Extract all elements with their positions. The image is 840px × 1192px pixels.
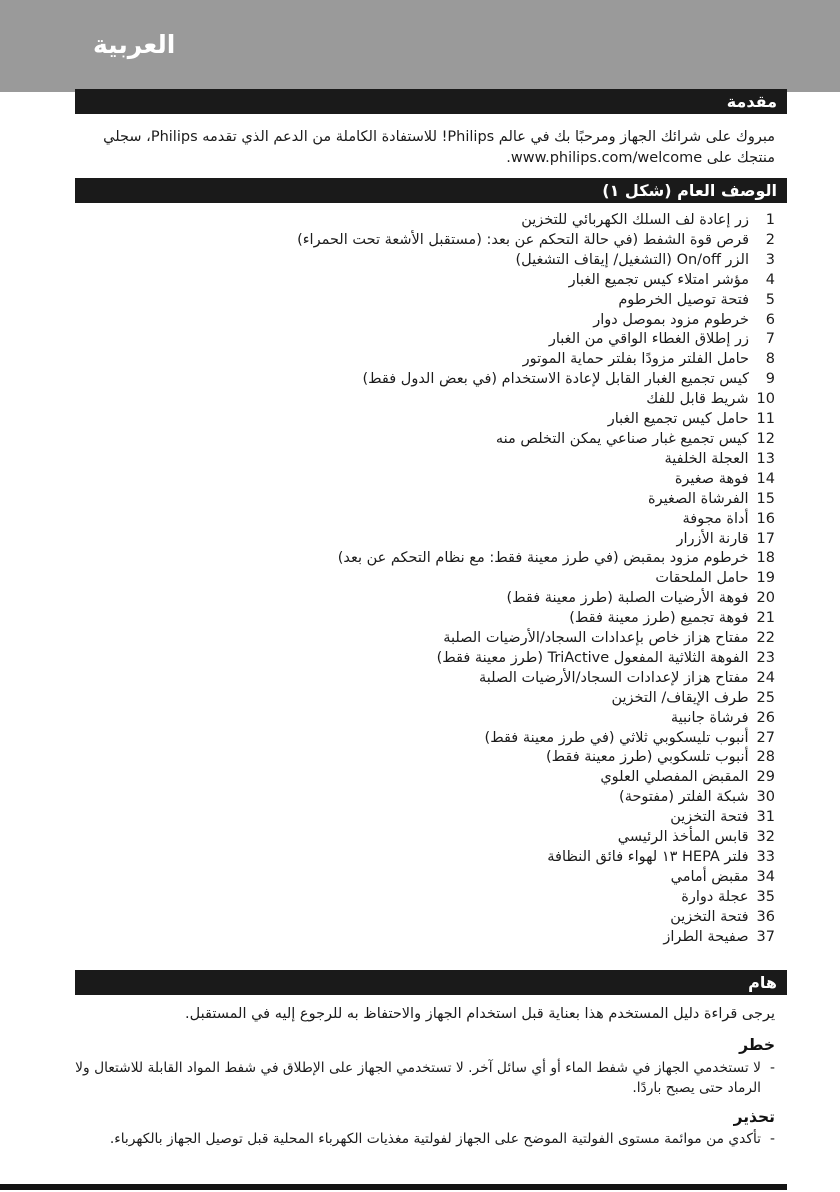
list-item-number: 28 xyxy=(756,749,775,766)
list-item-number: 2 xyxy=(765,231,775,248)
section-title-introduction-label: مقدمة xyxy=(726,92,777,111)
list-item-number: 34 xyxy=(756,868,775,885)
list-item-number: 19 xyxy=(756,570,775,587)
list-item xyxy=(65,808,775,828)
list-item-number: 5 xyxy=(765,291,775,308)
bottom-rule xyxy=(0,1184,787,1190)
list-item-text: خرطوم مزود بموصل دوار xyxy=(593,311,749,328)
list-item xyxy=(65,410,775,430)
list-item-text: كيس تجميع الغبار القابل لإعادة الاستخدام (في بعض الدول فقط) xyxy=(362,371,749,388)
list-item xyxy=(65,370,775,390)
list-item-number: 14 xyxy=(756,470,775,487)
list-item-text: الفوهة الثلاثية المفعول TriActive (طرز معينة فقط) xyxy=(436,649,749,666)
list-item-text: خرطوم مزود بمقبض (في طرز معينة فقط: مع نظام التحكم عن بعد) xyxy=(337,550,749,567)
list-item-text: مقبض أمامي xyxy=(670,868,749,885)
important-paragraph: يرجى قراءة دليل المستخدم هذا بعناية قبل استخدام الجهاز والاحتفاظ به للرجوع إليه في المستقبل. xyxy=(185,1005,775,1022)
list-item-text: فوهة صغيرة xyxy=(674,470,749,487)
bullet-dash: - xyxy=(770,1130,775,1147)
list-item-number: 9 xyxy=(765,371,775,388)
list-item xyxy=(65,549,775,569)
list-item-text: زر إعادة لف السلك الكهربائي للتخزين xyxy=(521,212,749,228)
list-item-text: أداة مجوفة xyxy=(682,510,749,527)
list-item xyxy=(65,788,775,808)
list-item-text: فتحة التخزين xyxy=(670,908,749,925)
list-item-text: فتحة التخزين xyxy=(670,809,749,826)
bullet-dash: - xyxy=(770,1059,775,1076)
list-item-text: عجلة دوارة xyxy=(681,888,749,905)
list-item-number: 22 xyxy=(756,630,775,647)
section-title-important-label: هام xyxy=(748,972,777,992)
list-item-text: فرشاة جانبية xyxy=(670,709,749,726)
danger-bullet xyxy=(65,1058,787,1098)
list-item xyxy=(65,569,775,589)
list-item-text: حامل الملحقات xyxy=(655,570,749,587)
list-item-text: فوهة الأرضيات الصلبة (طرز معينة فقط) xyxy=(506,590,749,607)
list-item-number: 30 xyxy=(756,789,775,806)
list-item xyxy=(65,530,775,550)
list-item xyxy=(65,748,775,768)
list-item-number: 24 xyxy=(756,669,775,686)
section-title-general-description-label: الوصف العام (شكل ١) xyxy=(602,181,777,200)
list-item xyxy=(65,350,775,370)
intro-paragraph: مبروك على شرائك الجهاز ومرحبًا بك في عالم Philips! للاستفادة الكاملة من الدعم الذي تقدمه Philips، سجلي منتجك على www.philips.com/welcome. xyxy=(103,129,775,166)
list-item-text: حامل الفلتر مزودًا بفلتر حماية الموتور xyxy=(522,351,749,368)
list-item-text: قابس المأخذ الرئيسي xyxy=(617,829,749,846)
list-item xyxy=(65,868,775,888)
list-item-text: فوهة تجميع (طرز معينة فقط) xyxy=(569,610,749,627)
list-item-text: قارنة الأزرار xyxy=(676,530,749,547)
list-item-number: 23 xyxy=(756,649,775,666)
description-list xyxy=(65,211,787,948)
list-item-text: كيس تجميع غبار صناعي يمكن التخلص منه xyxy=(495,430,749,447)
list-item xyxy=(65,470,775,490)
language-label: العربية xyxy=(93,30,176,59)
list-item xyxy=(65,848,775,868)
list-item-text: طرف الإيقاف/ التخزين xyxy=(611,689,749,706)
list-item-number: 33 xyxy=(756,849,775,865)
list-item xyxy=(65,311,775,331)
list-item-number: 17 xyxy=(756,530,775,547)
list-item xyxy=(65,888,775,908)
list-item xyxy=(65,729,775,749)
list-item-number: 6 xyxy=(765,311,775,328)
page-content xyxy=(65,0,787,1149)
list-item xyxy=(65,629,775,649)
list-item-number: 15 xyxy=(756,490,775,507)
list-item-number: 10 xyxy=(756,391,775,408)
section-title-general-description xyxy=(75,178,787,203)
list-item xyxy=(65,330,775,350)
danger-bullet-text: لا تستخدمي الجهاز في شفط الماء أو أي سائل آخر. لا تستخدمي الجهاز على الإطلاق في شفط المواد القابلة للاشتعال ولا الرماد حتى يصبح باردًا. xyxy=(75,1059,762,1096)
section-title-introduction xyxy=(75,89,787,114)
list-item-number: 18 xyxy=(756,550,775,567)
list-item-number: 13 xyxy=(756,450,775,467)
list-item-number: 12 xyxy=(756,430,775,447)
list-item-text: قرص قوة الشفط (في حالة التحكم عن بعد: (مستقبل الأشعة تحت الحمراء) xyxy=(297,231,749,248)
list-item-number: 31 xyxy=(756,809,775,826)
list-item-text: مؤشر امتلاء كيس تجميع الغبار xyxy=(568,271,749,288)
list-item-number: 26 xyxy=(756,709,775,726)
list-item xyxy=(65,709,775,729)
list-item-text: الفرشاة الصغيرة xyxy=(648,490,749,507)
list-item xyxy=(65,609,775,629)
list-item-number: 27 xyxy=(756,729,775,746)
danger-heading: خطر xyxy=(739,1035,775,1054)
list-item xyxy=(65,430,775,450)
list-item-number: 4 xyxy=(765,271,775,288)
list-item-text: فتحة توصيل الخرطوم xyxy=(618,291,749,308)
list-item-text: أنبوب تلسكوبي (طرز معينة فقط) xyxy=(545,749,749,766)
list-item-text: أنبوب تليسكوبي ثلاثي (في طرز معينة فقط) xyxy=(484,729,749,746)
list-item-number: 25 xyxy=(756,689,775,706)
list-item xyxy=(65,271,775,291)
list-item xyxy=(65,828,775,848)
list-item-text: شبكة الفلتر (مفتوحة) xyxy=(619,789,749,806)
list-item-number: 8 xyxy=(765,351,775,368)
list-item-number: 7 xyxy=(765,331,775,348)
list-item xyxy=(65,908,775,928)
list-item-text: المقبض المفصلي العلوي xyxy=(600,769,749,786)
list-item-number: 1 xyxy=(765,212,775,228)
warning-heading: تحذير xyxy=(733,1107,775,1126)
list-item xyxy=(65,450,775,470)
list-item-text: زر إطلاق الغطاء الواقي من الغبار xyxy=(548,331,749,348)
list-item-number: 11 xyxy=(756,411,775,428)
list-item xyxy=(65,510,775,530)
list-item xyxy=(65,649,775,669)
list-item-number: 3 xyxy=(765,251,775,268)
list-item-number: 21 xyxy=(756,610,775,627)
list-item xyxy=(65,689,775,709)
list-item-number: 29 xyxy=(756,769,775,786)
list-item-text: العجلة الخلفية xyxy=(664,450,749,467)
list-item-text: صفيحة الطراز xyxy=(663,928,749,945)
section-title-important xyxy=(75,970,787,995)
list-item xyxy=(65,251,775,271)
list-item-number: 16 xyxy=(756,510,775,527)
list-item xyxy=(65,390,775,410)
list-item xyxy=(65,768,775,788)
list-item xyxy=(65,231,775,251)
warning-bullet-text: تأكدي من موائمة مستوى الفولتية الموضح على الجهاز لفولتية مغذيات الكهرباء المحلية قبل توصيل الجهاز بالكهرباء. xyxy=(109,1130,762,1147)
list-item xyxy=(65,589,775,609)
list-item-number: 37 xyxy=(756,928,775,945)
list-item-text: فلتر HEPA ١٣ لهواء فائق النظافة xyxy=(547,849,749,865)
list-item xyxy=(65,211,775,231)
list-item-text: حامل كيس تجميع الغبار xyxy=(607,411,749,428)
list-item-number: 32 xyxy=(756,829,775,846)
list-item-text: الزر On/off (التشغيل/ إيقاف التشغيل) xyxy=(515,251,749,268)
list-item-text: مفتاح هزاز خاص بإعدادات السجاد/الأرضيات الصلبة xyxy=(443,630,749,647)
list-item-number: 35 xyxy=(756,888,775,905)
list-item-text: مفتاح هزاز لإعدادات السجاد/الأرضيات الصلبة xyxy=(478,669,749,686)
list-item xyxy=(65,669,775,689)
list-item xyxy=(65,490,775,510)
list-item-number: 36 xyxy=(756,908,775,925)
list-item-number: 20 xyxy=(756,590,775,607)
list-item xyxy=(65,291,775,311)
list-item-text: شريط قابل للفك xyxy=(646,391,749,408)
list-item xyxy=(65,928,775,948)
warning-bullet xyxy=(65,1129,787,1149)
